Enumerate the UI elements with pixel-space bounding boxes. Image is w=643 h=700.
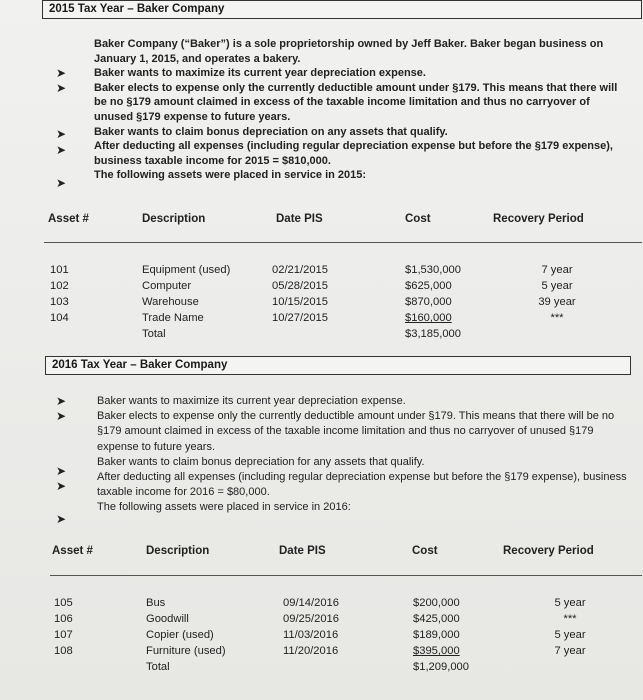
table-cell: 5 year — [541, 280, 573, 292]
table-cell: 108 — [54, 645, 73, 657]
table-cell: 10/27/2015 — [272, 312, 328, 324]
table-cell: 104 — [50, 312, 69, 324]
col-header-cost: Cost — [412, 545, 438, 557]
table-cell: $870,000 — [405, 296, 452, 308]
bullet-arrow-icon: ➤ — [56, 479, 67, 493]
recovery-period-column — [540, 595, 600, 659]
date-column — [283, 595, 339, 659]
col-header-description: Description — [146, 545, 210, 557]
table-cell: 106 — [54, 613, 73, 625]
bullet-arrow-icon: ➤ — [56, 127, 67, 141]
table-cell: Equipment (used) — [142, 264, 231, 276]
header-rule — [50, 575, 642, 576]
table-cell: 5 year — [554, 629, 586, 641]
bullet-text: After deducting all expenses (including regular depreciation expense but before the §179 expense), business taxable income for 2015 = $810,000. — [94, 140, 613, 167]
col-header-asset: Asset # — [48, 213, 89, 225]
table-cell: $425,000 — [413, 613, 460, 625]
table-cell: $625,000 — [405, 280, 452, 292]
table-cell: $160,000 — [405, 312, 452, 324]
table-cell: 09/25/2016 — [283, 613, 339, 625]
table-cell: $395,000 — [413, 645, 460, 657]
table-cell: Trade Name — [142, 312, 204, 324]
table-cell: Bus — [146, 597, 166, 609]
section-2016-title: 2016 Tax Year – Baker Company — [45, 356, 631, 375]
bullet-text: Baker wants to claim bonus depreciation for any assets that qualify. — [97, 455, 425, 468]
bullet-arrow-icon: ➤ — [56, 176, 67, 190]
bullet-text: The following assets were placed in service in 2015: — [94, 169, 367, 182]
bullet-text: Baker elects to expense only the currently deductible amount under §179. This means that there will be no §179 amount claimed in excess of the taxable income limitation and thus no carryover of unused §179 expense to future years. — [94, 81, 618, 123]
table-cell: 5 year — [554, 597, 586, 609]
table-cell: 10/15/2015 — [272, 296, 328, 308]
table-cell: Copier (used) — [146, 629, 214, 641]
col-header-asset: Asset # — [52, 545, 93, 557]
table-cell: 02/21/2015 — [272, 264, 328, 276]
col-header-description: Description — [142, 213, 206, 225]
table-cell: $200,000 — [413, 597, 460, 609]
table-cell: 102 — [50, 280, 69, 292]
table-cell: 103 — [50, 296, 69, 308]
bullet-text: Baker elects to expense only the currently deductible amount under §179. This means that there will be no §179 amount claimed in excess of the taxable income limitation and thus no carryover of unused §179 expense to future years. — [97, 410, 615, 453]
bullet-text: Baker wants to claim bonus depreciation on any assets that qualify. — [94, 125, 448, 138]
bullet-arrow-icon: ➤ — [56, 512, 67, 526]
table-cell: Goodwill — [146, 613, 189, 625]
bullet-arrow-icon: ➤ — [56, 409, 67, 423]
table-cell: Warehouse — [142, 296, 199, 308]
table-cell: 107 — [54, 629, 73, 641]
bullet-arrow-icon: ➤ — [56, 143, 67, 157]
table-cell: 7 year — [541, 264, 573, 276]
description-column — [146, 595, 226, 675]
section-2016-text — [97, 394, 627, 516]
asset-column — [54, 595, 73, 659]
bullet-text: Baker wants to maximize its current year depreciation expense. — [94, 67, 426, 80]
table-cell: $189,000 — [413, 629, 460, 641]
table-cell: *** — [563, 613, 577, 625]
table-cell: 39 year — [538, 296, 576, 308]
col-header-recovery-period: Recovery Period — [503, 545, 594, 557]
bullet-arrow-icon: ➤ — [56, 66, 67, 80]
table-cell: 11/03/2016 — [283, 629, 339, 641]
table-cell: 11/20/2016 — [283, 645, 339, 657]
table-cell: $1,530,000 — [405, 264, 461, 276]
cost-column — [413, 595, 469, 675]
recovery-period-column — [527, 262, 587, 326]
total-cost: $1,209,000 — [413, 661, 469, 673]
date-column — [272, 262, 328, 326]
description-column — [142, 262, 230, 342]
table-cell: 7 year — [554, 645, 586, 657]
table-cell: 101 — [50, 264, 69, 276]
col-header-date: Date PIS — [276, 213, 323, 225]
header-rule — [44, 242, 642, 243]
bullet-text: After deducting all expenses (including regular depreciation expense but before the §179 expense), business taxable income for 2016 = $80,000. — [97, 471, 627, 499]
total-label: Total — [142, 328, 166, 340]
bullet-arrow-icon: ➤ — [56, 81, 67, 95]
table-cell: 09/14/2016 — [283, 597, 339, 609]
total-cost: $3,185,000 — [405, 328, 461, 340]
bullet-text: Baker wants to maximize its current year depreciation expense. — [97, 395, 406, 407]
asset-column — [50, 262, 69, 326]
section-2015-text — [94, 37, 629, 183]
col-header-recovery-period: Recovery Period — [493, 213, 584, 225]
table-cell: 05/28/2015 — [272, 280, 328, 292]
bullet-arrow-icon: ➤ — [56, 394, 67, 408]
section-2015-title: 2015 Tax Year – Baker Company — [42, 0, 642, 19]
col-header-cost: Cost — [405, 213, 431, 225]
table-cell: 105 — [54, 597, 73, 609]
table-cell: *** — [550, 312, 564, 324]
col-header-date: Date PIS — [279, 545, 326, 557]
bullet-arrow-icon: ➤ — [56, 464, 67, 478]
table-cell: Furniture (used) — [146, 645, 226, 657]
bullet-text: The following assets were placed in service in 2016: — [97, 501, 351, 514]
cost-column — [405, 262, 461, 342]
total-label: Total — [146, 661, 170, 673]
table-cell: Computer — [142, 280, 192, 292]
intro-paragraph: Baker Company (“Baker”) is a sole proprietorship owned by Jeff Baker. Baker began business on January 1, 2015, and operates a bakery. — [94, 38, 604, 65]
